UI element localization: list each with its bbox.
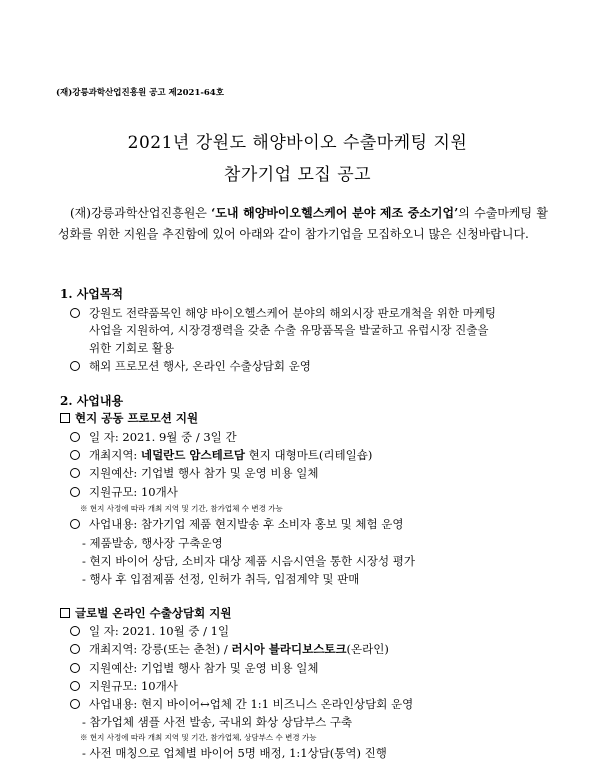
circle-bullet-icon — [70, 681, 80, 691]
square-box-icon — [60, 413, 70, 423]
circle-bullet-icon — [70, 450, 80, 460]
circle-bullet-icon — [70, 361, 80, 371]
section2-heading: 2. 사업내용 — [60, 394, 124, 408]
s2a-note: ※ 현지 사정에 따라 개최 지역 및 기간, 참가업체 수 변경 가능 — [80, 504, 283, 513]
s2b-region: 개최지역: 강릉(또는 춘천) / 러시아 블라디보스토크(온라인) — [70, 641, 389, 657]
circle-bullet-icon — [70, 487, 80, 497]
title-line-1: 2021년 강원도 해양바이오 수출마케팅 지원 — [127, 133, 468, 153]
s2b-note: ※ 현지 사정에 따라 개최 지역 및 기간, 참가업체, 상담부스 수 변경 가능 — [80, 733, 317, 742]
s2b-detail-2: - 사전 매칭으로 업체별 바이어 5명 배정, 1:1상담(통역) 진행 — [82, 746, 387, 760]
circle-bullet-icon — [70, 519, 80, 529]
section1-heading: 1. 사업목적 — [60, 287, 124, 301]
s2a-detail-1: - 제품발송, 행사장 구축운영 — [82, 536, 223, 550]
s2a-budget: 지원예산: 기업별 행사 참가 및 운영 비용 일체 — [70, 465, 318, 481]
intro-before: (재)강릉과학산업진흥원은 — [70, 206, 212, 220]
s2b-date: 일 자: 2021. 10월 중 / 1일 — [70, 623, 229, 639]
s1-item1-line3: 위한 기회로 활용 — [89, 341, 175, 355]
document-number: (재)강릉과학산업진흥원 공고 제2021-64호 — [56, 88, 224, 98]
s2b-scale: 지원규모: 10개사 — [70, 678, 178, 694]
s2a-detail-3: - 행사 후 입점제품 선정, 인허가 취득, 입점계약 및 판매 — [82, 572, 360, 586]
s1-item2: 해외 프로모션 행사, 온라인 수출상담회 운영 — [70, 358, 311, 374]
circle-bullet-icon — [70, 432, 80, 442]
intro-after: 의 수출마케팅 활성화를 위한 지원을 추진함에 있어 아래와 같이 참가기업을 모집하오니 많은 신청바랍니다. — [58, 206, 548, 241]
s2a-detail-2: - 현지 바이어 상담, 소비자 대상 제품 시음시연을 통한 시장성 평가 — [82, 554, 415, 568]
s2a-content: 사업내용: 참가기업 제품 현지발송 후 소비자 홍보 및 체험 운영 — [70, 516, 404, 532]
s2a-scale: 지원규모: 10개사 — [70, 484, 178, 500]
circle-bullet-icon — [70, 308, 80, 318]
intro-bold: ‘도내 해양바이오헬스케어 분야 제조 중소기업’ — [211, 206, 459, 220]
circle-bullet-icon — [70, 468, 80, 478]
title-line-2: 참가기업 모집 공고 — [223, 165, 372, 185]
circle-bullet-icon — [70, 699, 80, 709]
s2b-detail-1: - 참가업체 샘플 사전 발송, 국내외 화상 상담부스 구축 — [82, 715, 353, 729]
s2b-content: 사업내용: 현지 바이어↔업체 간 1:1 비즈니스 온라인상담회 운영 — [70, 696, 413, 712]
circle-bullet-icon — [70, 626, 80, 636]
square-box-icon — [60, 608, 70, 618]
s2a-date: 일 자: 2021. 9월 중 / 3일 간 — [70, 429, 237, 445]
intro-paragraph — [58, 203, 548, 245]
s1-item1-line1: 강원도 전략품목인 해양 바이오헬스케어 분야의 해외시장 판로개척을 위한 마케팅 — [70, 305, 496, 321]
s2a-title: 현지 공동 프로모션 지원 — [60, 410, 198, 426]
circle-bullet-icon — [70, 644, 80, 654]
circle-bullet-icon — [70, 663, 80, 673]
s2a-region: 개최지역: 네덜란드 암스테르담 현지 대형마트(리테일숍) — [70, 447, 372, 463]
s1-item1-line2: 사업을 지원하여, 시장경쟁력을 갖춘 수출 유망품목을 발굴하고 유럽시장 진출을 — [89, 323, 489, 337]
s2b-budget: 지원예산: 기업별 행사 참가 및 운영 비용 일체 — [70, 660, 318, 676]
s2b-title: 글로벌 온라인 수출상담회 지원 — [60, 605, 231, 621]
